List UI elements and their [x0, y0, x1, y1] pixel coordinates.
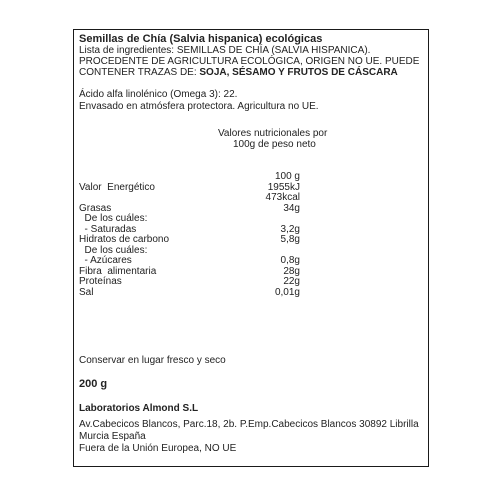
net-weight: 200 g	[79, 378, 108, 390]
nutrition-row-label: - Saturadas	[79, 223, 137, 235]
nutrition-row-value: 28g	[283, 265, 300, 277]
company-address-line-1: Av.Cabecicos Blancos, Parc.18, 2b. P.Emp.Cabecicos Blancos 30892 Librilla	[79, 419, 419, 430]
nutrition-row-label: Sal	[79, 286, 94, 298]
nutrition-header-line-2: 100g de peso neto	[233, 139, 316, 150]
ingredients-line-3	[79, 67, 398, 79]
nutrition-row-label: Fibra alimentaria	[79, 265, 157, 277]
nutrition-row-value: 473kcal	[265, 192, 300, 203]
nutrition-row-value: 0,8g	[280, 255, 300, 266]
nutrition-row-label: De los cuáles:	[79, 213, 148, 224]
ingredients-allergens: SOJA, SÉSAMO Y FRUTOS DE CÁSCARA	[199, 67, 398, 78]
nutrition-row-value: 1955kJ	[267, 181, 300, 193]
omega-3-info: Ácido alfa linolénico (Omega 3): 22.	[79, 89, 238, 100]
nutrition-row-value: 100 g	[274, 171, 300, 182]
nutrition-row-label: Proteínas	[79, 276, 122, 287]
nutrition-row-value: 3,2g	[280, 223, 300, 235]
nutrition-row-label: De los cuáles:	[79, 244, 148, 256]
nutrition-row-value: 22g	[283, 276, 300, 287]
packaging-info: Envasado en atmósfera protectora. Agricultura no UE.	[79, 101, 319, 112]
nutrition-row-value: 0,01g	[274, 286, 300, 298]
company-name: Laboratorios Almond S.L	[79, 403, 199, 414]
company-address-line-2: Murcia España	[79, 431, 146, 442]
product-title: Semillas de Chía (Salvia hispanica) ecológicas	[79, 33, 323, 45]
nutrition-row-label: Hidratos de carbono	[79, 234, 170, 245]
nutrition-header-line-1: Valores nutricionales por	[218, 128, 328, 139]
company-address-line-3: Fuera de la Unión Europea, NO UE	[79, 443, 237, 454]
nutrition-row-label: Grasas	[79, 202, 112, 214]
nutrition-row-label: - Azúcares	[79, 255, 132, 266]
ingredients-traces-prefix: CONTENER TRAZAS DE:	[79, 67, 200, 78]
ingredients-line-2: PROCEDENTE DE AGRICULTURA ECOLÓGICA, ORIGEN NO UE. PUEDE	[79, 56, 420, 67]
nutrition-row-label: Valor Energético	[79, 181, 155, 193]
nutrition-row-value: 34g	[283, 202, 300, 214]
nutrition-row-value: 5,8g	[280, 234, 300, 245]
ingredients-line-1: Lista de ingredientes: SEMILLAS DE CHÍA (SALVIA HISPANICA).	[79, 45, 371, 56]
storage-instructions: Conservar en lugar fresco y seco	[79, 355, 226, 366]
